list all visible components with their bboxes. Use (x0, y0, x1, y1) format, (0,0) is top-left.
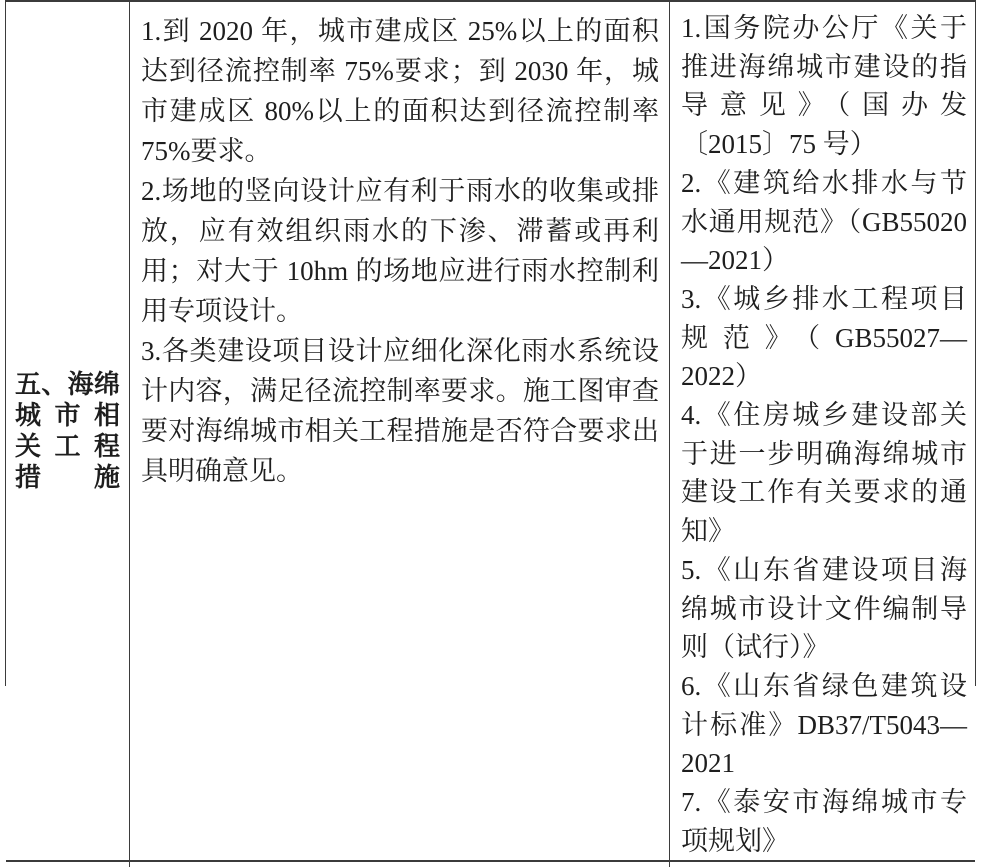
row-header-line: 五、海绵 (15, 370, 120, 400)
reference-item: 6.《山东省绿色建筑设计标准》DB37/T5043—2021 (681, 670, 967, 779)
partial-cell (129, 862, 669, 867)
reference-item: 4.《住房城乡建设部关于进一步明确海绵城市建设工作有关要求的通知》 (681, 400, 967, 547)
reference-item: 5.《山东省建设项目海绵城市设计文件编制导则（试行）》 (681, 554, 967, 663)
measures-cell (129, 2, 669, 860)
reference-item: 7.《泰安市海绵城市专项规划》 (681, 787, 967, 856)
references-cell (669, 2, 975, 860)
measure-paragraph: 2.场地的竖向设计应有利于雨水的收集或排放，应有效组织雨水的下渗、滞蓄或再利用；对大于 10hm 的场地应进行雨水控制利用专项设计。 (141, 176, 659, 326)
reference-item: 3.《城乡排水工程项目规范》（GB55027—2022） (681, 283, 967, 392)
partial-row-bottom (6, 862, 975, 867)
row-header-line: 城市相 (15, 401, 120, 431)
reference-item: 1.国务院办公厅《关于推进海绵城市建设的指导意见》（国办发〔2015〕75 号） (681, 13, 967, 160)
measure-paragraph: 3.各类建设项目设计应细化深化雨水系统设计内容，满足径流控制率要求。施工图审查要对海绵城市相关工程措施是否符合要求出具明确意见。 (141, 336, 659, 486)
requirements-table (5, 0, 976, 856)
partial-cell (6, 862, 129, 867)
row-header-line: 关工程 (15, 432, 120, 462)
partial-cell (669, 862, 975, 867)
reference-item: 2.《建筑给水排水与节水通用规范》（GB55020—2021） (681, 167, 967, 276)
measure-paragraph: 1.到 2020 年，城市建成区 25%以上的面积达到径流控制率 75%要求；到 2030 年，城市建成区 80%以上的面积达到径流控制率 75%要求。 (141, 16, 659, 166)
table-row (6, 0, 975, 862)
row-header-cell (6, 2, 129, 860)
row-header-line: 措施 (15, 463, 120, 493)
